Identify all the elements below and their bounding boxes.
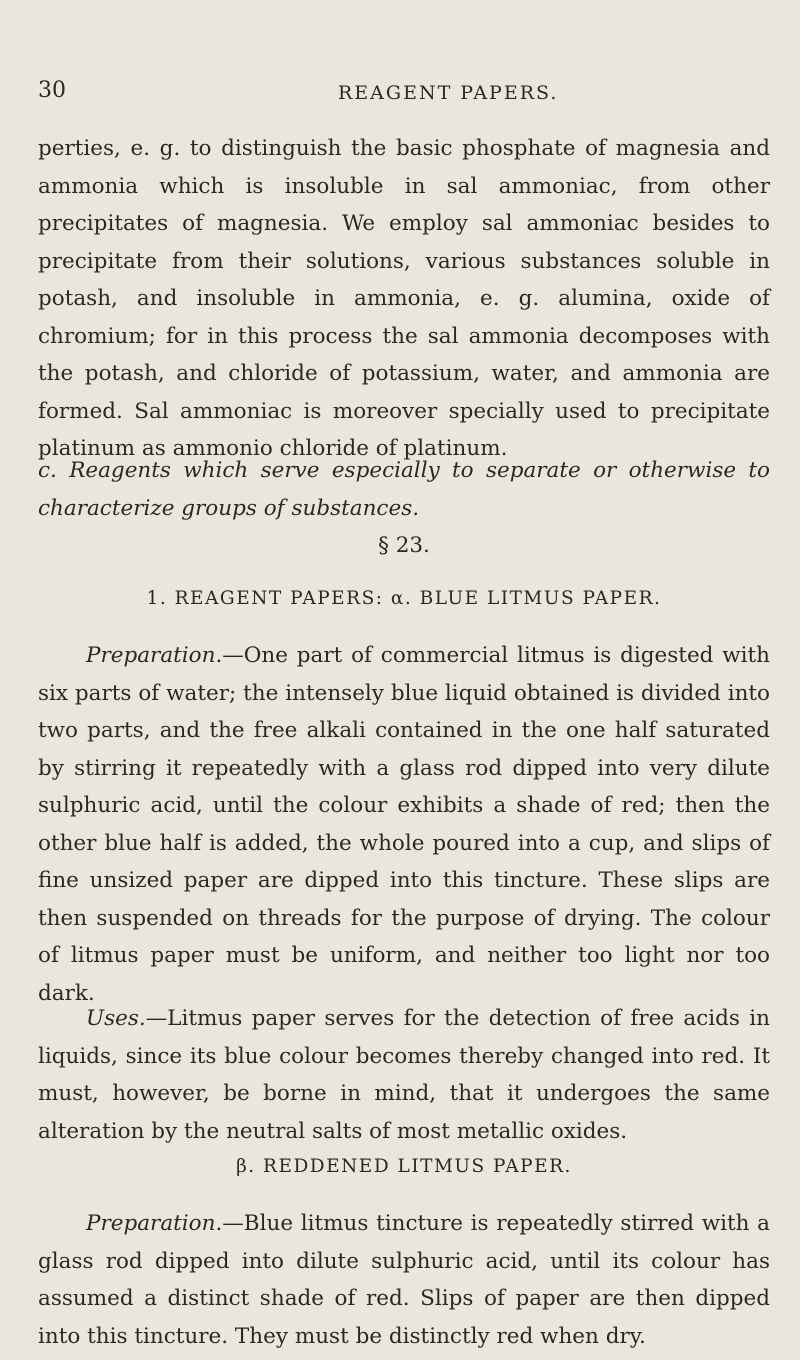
continued-paragraph: perties, e. g. to distinguish the basic phosphate of magnesia and ammonia which is insoluble in sal ammoniac, from other precipitates of magnesia. We employ sal ammoniac besides to precipitate from their solutions, various substances soluble in potash, and insoluble in ammonia, e. g. alumina, oxide of chromium; for in this process the sal ammonia decomposes with the potash, and chloride of potassium, water, and ammonia are formed. Sal ammoniac is moreover specially used to precipitate platinum as ammonio chloride of platinum.: [38, 136, 770, 461]
running-title: REAGENT PAPERS.: [338, 82, 559, 104]
page-number: 30: [38, 78, 66, 103]
preparation-label: Preparation.: [86, 1211, 223, 1236]
blue-litmus-preparation: [38, 637, 770, 1012]
uses-text: —Litmus paper serves for the detection of free acids in liquids, since its blue colour becomes thereby changed into red. It must, however, be borne in mind, that it undergoes the same alteration by the neutral salts of most metallic oxides.: [38, 1006, 770, 1144]
section-c-title-text: c. Reagents which serve especially to separate or otherwise to characterize groups of substances.: [38, 458, 770, 521]
preparation-text: —One part of commercial litmus is digested with six parts of water; the intensely blue liquid obtained is divided into two parts, and the free alkali contained in the one half saturated by stirring it repeatedly with a glass rod dipped into very dilute sulphuric acid, until the colour exhibits a shade of red; then the other blue half is added, the whole poured into a cup, and slips of fine unsized paper are dipped into this tincture. These slips are then suspended on threads for the purpose of drying. The colour of litmus paper must be uniform, and neither too light nor too dark.: [38, 643, 770, 1006]
section-number: § 23.: [378, 533, 430, 558]
heading-reagent-papers: 1. REAGENT PAPERS: α. BLUE LITMUS PAPER.: [146, 588, 662, 609]
preparation-text: —Blue litmus tincture is repeatedly stirred with a glass rod dipped into dilute sulphuric acid, until its colour has assumed a distinct shade of red. Slips of paper are then dipped into this tincture. They must be distinctly red when dry.: [38, 1211, 770, 1349]
reddened-litmus-preparation: [38, 1205, 770, 1355]
page-header: [38, 78, 768, 118]
section-c-title: [38, 452, 770, 527]
preparation-label: Preparation.: [86, 643, 223, 668]
heading-reddened-litmus: β. REDDENED LITMUS PAPER.: [236, 1156, 572, 1177]
blue-litmus-uses: [38, 1000, 770, 1150]
uses-label: Uses.: [86, 1006, 146, 1031]
